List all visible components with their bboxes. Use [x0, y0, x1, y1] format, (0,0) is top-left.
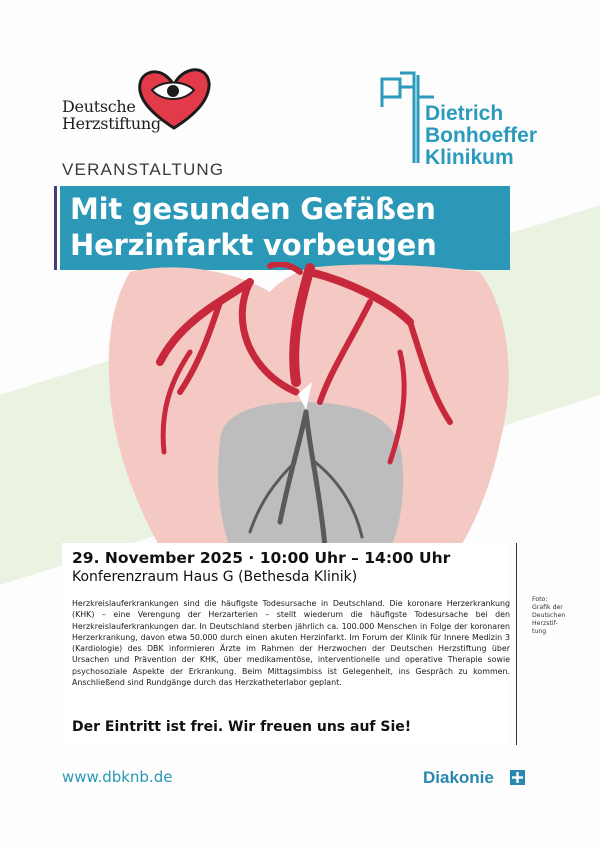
photo-credit-line2: Grafik der [532, 604, 563, 611]
event-title-line1: Mit gesunden Gefäßen [70, 192, 436, 226]
diakonie-cross-mark-icon [510, 770, 525, 785]
info-box-rule [516, 543, 517, 745]
photo-credit-line5: tung [532, 628, 547, 635]
dbk-line1: Dietrich [425, 102, 504, 125]
photo-credit [532, 596, 592, 636]
call-to-action: Der Eintritt ist frei. Wir freuen uns auf Sie! [72, 719, 412, 735]
herzstiftung-line2: Herzstiftung [62, 114, 161, 133]
diakonie-wordmark: Diakonie [423, 768, 494, 787]
title-accent-rule [54, 186, 57, 270]
photo-credit-line1: Foto: [532, 596, 548, 603]
event-title-box [60, 186, 510, 270]
event-description: Herzkreislauferkrankungen sind die häufigste Todesursache in Deutschland. Die koronare Herzerkrankung (KHK) – eine Verengung der Herzarterien – stellt wiederum die häufigste Todesursache bei den Herzkreislauferkrankungen dar. In Deutschland sterben jährlich ca. 100.000 Menschen in Folge der koronaren Herzerkrankung, davon etwa 50.000 durch einen akuten Herzinfarkt. Im Forum der Klinik für Innere Medizin 3 (Kardiologie) des DBK informieren Ärzte im Rahmen der Herzwochen der Deutschen Herzstiftung über Ursachen und Prävention der KHK, über medikamentöse, interventionelle und operative Therapie sowie psychosoziale Aspekte der Erkrankung. Beim Mittagsimbiss ist Gelegenheit, ins Gespräch zu kommen. Anschließend sind Rundgänge durch das Herzkatheterlabor geplant. [72, 599, 510, 688]
event-title-line2: Herzinfarkt vorbeugen [70, 228, 437, 262]
event-date-time: 29. November 2025 · 10:00 Uhr – 14:00 Uhr [72, 549, 451, 567]
dbk-line3: Klinikum [425, 146, 514, 169]
herzstiftung-line1: Deutsche [62, 97, 136, 116]
dbk-wordmark [425, 103, 537, 169]
event-location: Konferenzraum Haus G (Bethesda Klinik) [72, 569, 358, 585]
herzstiftung-wordmark [62, 98, 161, 132]
event-kicker: VERANSTALTUNG [62, 160, 225, 179]
footer-url-link[interactable]: www.dbknb.de [62, 768, 173, 786]
heart-artery-illustration [100, 262, 520, 547]
photo-credit-line3: Deutschen [532, 612, 566, 619]
dbk-line2: Bonhoeffer [425, 124, 537, 147]
photo-credit-line4: Herzstif- [532, 620, 558, 627]
